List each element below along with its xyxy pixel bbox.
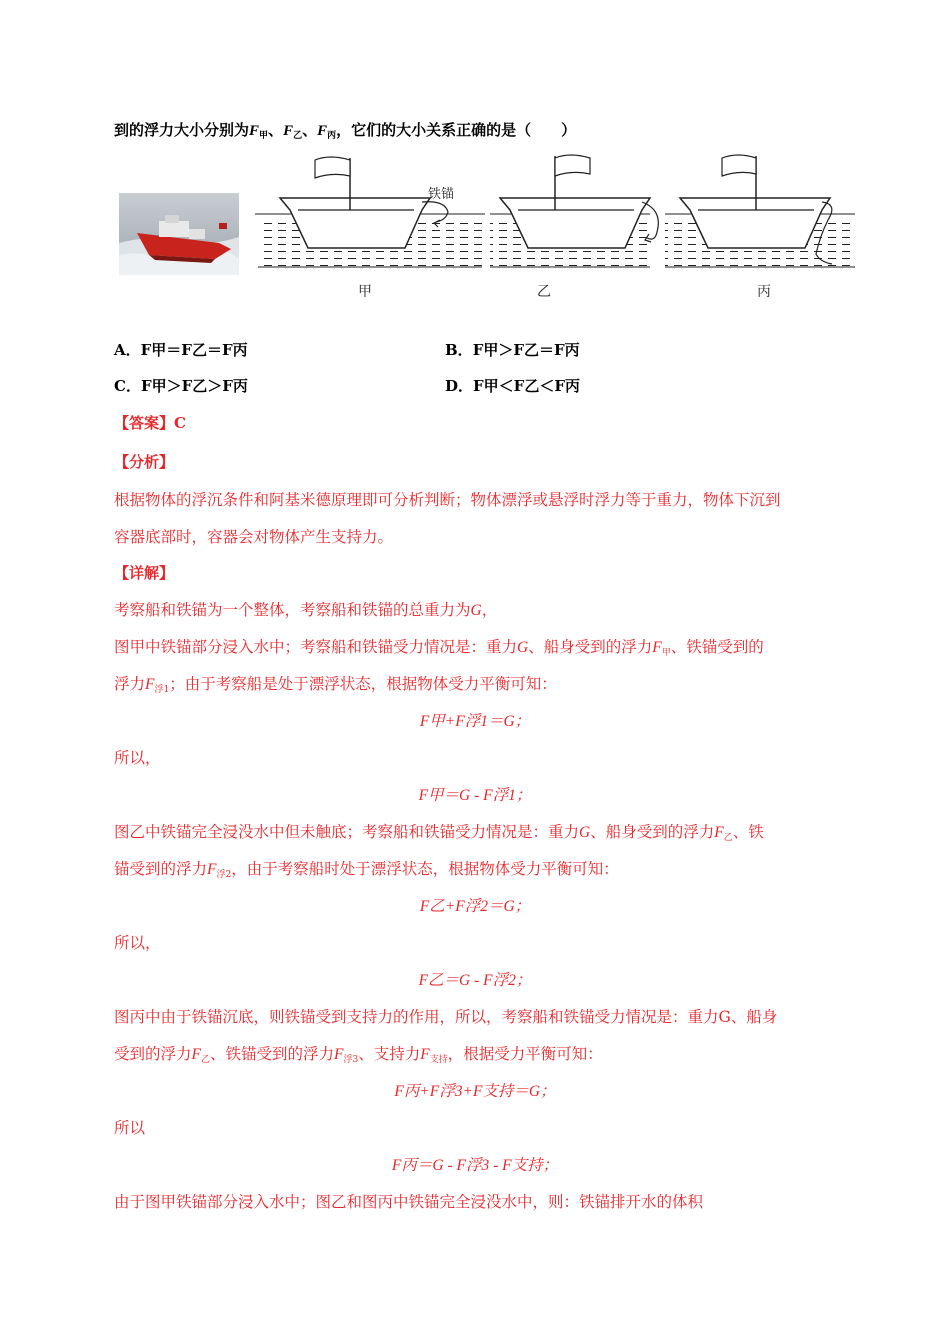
text: 、船身受到的浮力 — [590, 823, 715, 841]
detail-p4 — [114, 820, 764, 843]
equation-4: F乙＝G - F浮2； — [418, 972, 532, 989]
symbol: F — [334, 1046, 344, 1063]
question-stem — [114, 119, 576, 141]
text: 、铁 — [732, 823, 764, 841]
force-symbol: F — [283, 123, 294, 139]
answer-value: C — [174, 414, 186, 432]
boat-diagram — [250, 150, 870, 310]
text: 图甲中铁锚部分浸入水中；考察船和铁锚受力情况是：重力 — [114, 638, 518, 656]
option-expr: F甲＞F乙＝F丙 — [472, 341, 580, 359]
so-3: 所以 — [114, 1119, 146, 1137]
option-label: A． — [114, 341, 141, 359]
separator: 、 — [268, 121, 284, 139]
detail-tag: 【详解】 — [114, 564, 175, 582]
text: ，由于考察船时处于漂浮状态，根据物体受力平衡可知： — [231, 860, 619, 878]
force-symbol: F — [317, 123, 328, 139]
analysis-line-2: 容器底部时，容器会对物体产生支持力。 — [114, 528, 394, 546]
analysis-tag: 【分析】 — [114, 453, 175, 471]
symbol: F — [145, 676, 155, 693]
symbol: G — [579, 824, 591, 841]
so-2: 所以， — [114, 934, 161, 952]
equation-3: F乙+F浮2＝G； — [419, 898, 531, 915]
boat-bing — [665, 155, 855, 267]
detail-p2 — [114, 635, 764, 658]
symbol: F — [420, 1046, 430, 1063]
subscript: 乙 — [293, 131, 303, 141]
text: ， — [481, 601, 498, 619]
stem-text: 到的浮力大小分别为 — [114, 121, 250, 139]
subscript: 甲 — [661, 648, 671, 658]
subscript: 乙 — [723, 833, 733, 843]
option-expr: F甲＝F乙＝F丙 — [140, 341, 248, 359]
text: 、支持力 — [358, 1045, 421, 1063]
boat-jia — [255, 157, 485, 267]
symbol: F — [714, 824, 724, 841]
ship-photo — [119, 193, 239, 275]
boat-yi — [490, 155, 658, 267]
subscript: 浮2 — [216, 870, 232, 880]
equation-2: F甲＝G - F浮1； — [418, 787, 532, 804]
detail-p1 — [114, 598, 497, 620]
option-label: C． — [114, 377, 141, 395]
text: 锚受到的浮力 — [114, 860, 208, 878]
detail-p3 — [114, 672, 557, 695]
boat-diagram-svg — [250, 150, 870, 310]
text: 浮力 — [114, 675, 146, 693]
so-1: 所以， — [114, 749, 161, 767]
answer-line — [114, 412, 186, 433]
option-expr: F甲＜F乙＜F丙 — [473, 377, 580, 395]
option-label: D． — [445, 377, 474, 395]
subscript: 浮1 — [154, 685, 170, 695]
stem-text: ，它们的大小关系正确的是（ ） — [336, 121, 577, 139]
symbol: F — [207, 861, 217, 878]
equation-5: F丙+F浮3+F支持＝G； — [394, 1083, 556, 1100]
option-c — [114, 375, 248, 396]
text: 、船身受到的浮力 — [528, 638, 653, 656]
caption-yi: 乙 — [537, 284, 551, 300]
detail-p5 — [114, 857, 619, 880]
subscript: 甲 — [259, 131, 269, 141]
caption-jia: 甲 — [358, 284, 372, 300]
symbol: G — [470, 602, 482, 619]
text: 考察船和铁锚为一个整体，考察船和铁锚的总重力为 — [114, 601, 471, 619]
text: 受到的浮力 — [114, 1045, 192, 1063]
text: 、铁锚受到的 — [670, 638, 764, 656]
option-label: B． — [445, 341, 473, 359]
text: ；由于考察船是处于漂浮状态，根据物体受力平衡可知： — [169, 675, 557, 693]
text: ，根据受力平衡可知： — [447, 1045, 603, 1063]
subscript: 乙 — [200, 1055, 210, 1065]
detail-p6: 图丙中由于铁锚沉底，则铁锚受到支持力的作用，所以，考察船和铁锚受力情况是：重力G、船身 — [114, 1008, 778, 1026]
subscript: 丙 — [327, 131, 337, 141]
detail-p8: 由于图甲铁锚部分浸入水中；图乙和图丙中铁锚完全浸没水中，则：铁锚排开水的体积 — [114, 1193, 704, 1211]
answer-tag: 【答案】 — [114, 414, 175, 432]
separator: 、 — [302, 121, 318, 139]
symbol: F — [652, 639, 662, 656]
text: 、铁锚受到的浮力 — [210, 1045, 335, 1063]
subscript: 浮3 — [343, 1055, 359, 1065]
option-b — [445, 339, 580, 360]
detail-p7 — [114, 1042, 603, 1065]
text: 图乙中铁锚完全浸没水中但未触底；考察船和铁锚受力情况是：重力 — [114, 823, 580, 841]
anchor-label: 铁锚 — [428, 187, 455, 202]
subscript: 支持 — [429, 1055, 448, 1065]
symbol: F — [191, 1046, 201, 1063]
option-expr: F甲＞F乙＞F丙 — [140, 377, 248, 395]
option-d — [445, 375, 580, 396]
option-a — [114, 339, 248, 360]
analysis-line-1: 根据物体的浮沉条件和阿基米德原理即可分析判断；物体漂浮或悬浮时浮力等于重力，物体下沉到 — [114, 491, 781, 509]
caption-bing: 丙 — [757, 284, 771, 300]
equation-6: F丙＝G - F浮3 - F支持； — [391, 1157, 559, 1174]
symbol: G — [517, 639, 529, 656]
equation-1: F甲+F浮1＝G； — [419, 713, 531, 730]
force-symbol: F — [249, 123, 260, 139]
